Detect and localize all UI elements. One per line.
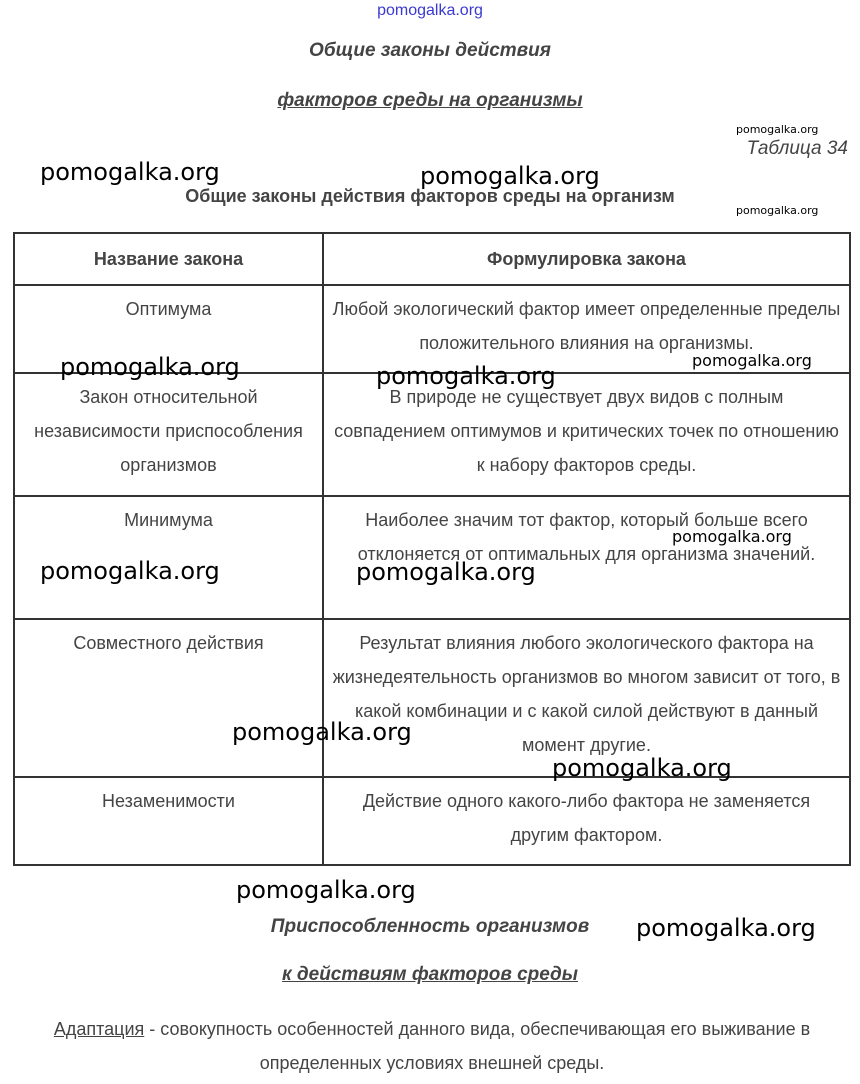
table-row <box>14 373 850 496</box>
section2-title-line1: Приспособленность организмов <box>270 916 590 937</box>
watermark: pomogalka.org <box>236 876 416 904</box>
adaptation-term[interactable]: Адаптация <box>53 1019 145 1039</box>
watermark: pomogalka.org <box>692 351 812 370</box>
law-text: Наиболее значим тот фактор, который больше всего отклоняется от оптимальных для организма значений. <box>323 496 850 619</box>
header-law-name: Название закона <box>14 233 323 285</box>
law-name: Оптимума <box>14 285 323 373</box>
section2-title-line2: к действиям факторов среды <box>281 964 579 985</box>
watermark: pomogalka.org <box>736 204 819 217</box>
table-number: Таблица 34 <box>746 138 848 159</box>
law-name: Совместного действия <box>14 619 323 777</box>
law-text: Действие одного какого-либо фактора не заменяется другим фактором. <box>323 777 850 865</box>
watermark: pomogalka.org <box>736 123 819 136</box>
watermark: pomogalka.org <box>40 158 220 186</box>
watermark: pomogalka.org <box>60 353 240 381</box>
section-title-line1: Общие законы действия <box>309 40 551 61</box>
watermark: pomogalka.org <box>672 527 792 546</box>
watermark: pomogalka.org <box>636 914 816 942</box>
law-text: В природе не существует двух видов с полным совпадением оптимумов и критических точек по отношению к набору факторов среды. <box>323 373 850 496</box>
watermark: pomogalka.org <box>376 362 556 390</box>
section-title-line2: факторов среды на организмы <box>277 90 583 111</box>
watermark: pomogalka.org <box>552 754 732 782</box>
table-row <box>14 777 850 865</box>
law-name: Закон относительной независимости приспособления организмов <box>14 373 323 496</box>
top-site-link[interactable]: pomogalka.org <box>377 2 483 19</box>
watermark: pomogalka.org <box>40 557 220 585</box>
law-name: Минимума <box>14 496 323 619</box>
table-title: Общие законы действия факторов среды на организм <box>185 186 675 206</box>
table-header-row <box>14 233 850 285</box>
adaptation-text: - совокупность особенностей данного вида, обеспечивающая его выживание в определенных условиях внешней среды. <box>144 1019 811 1073</box>
adaptation-definition <box>14 1012 850 1080</box>
law-text: Результат влияния любого экологического фактора на жизнедеятельность организмов во многом зависит от того, в какой комбинации и с какой силой действуют в данный момент другие. <box>323 619 850 777</box>
law-text: Любой экологический фактор имеет определенные пределы положительного влияния на организмы. <box>323 285 850 373</box>
law-name: Незаменимости <box>14 777 323 865</box>
watermark: pomogalka.org <box>356 558 536 586</box>
watermark: pomogalka.org <box>232 718 412 746</box>
watermark: pomogalka.org <box>420 162 600 190</box>
header-law-text: Формулировка закона <box>323 233 850 285</box>
